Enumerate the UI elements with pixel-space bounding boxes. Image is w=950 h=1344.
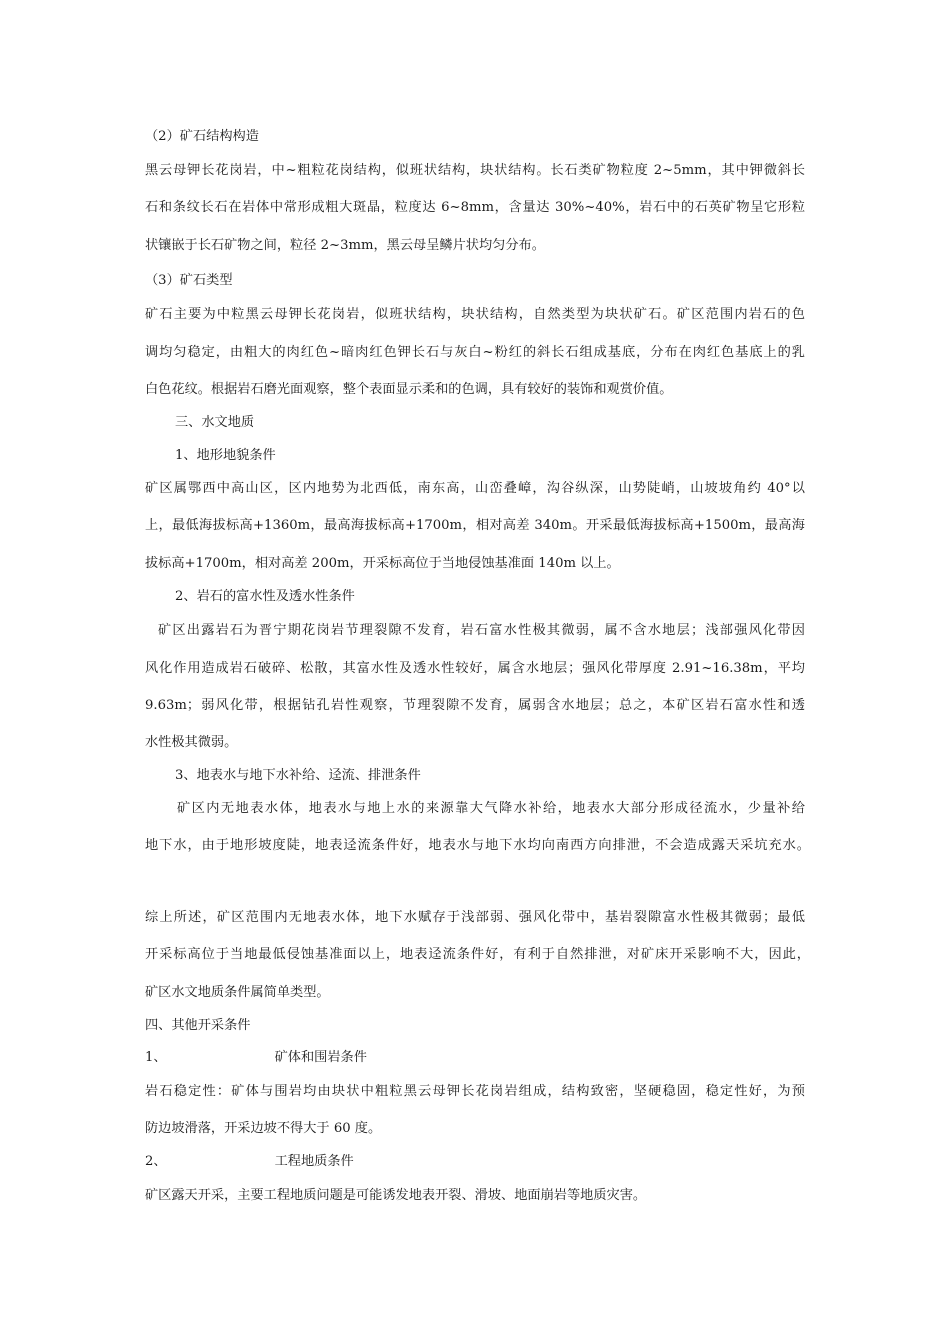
section-heading-other-conditions: 四、其他开采条件 [145,1018,251,1033]
paragraph-line: 水性极其微弱。 [145,735,238,750]
paragraph-line: 黑云母钾长花岗岩，中~粗粒花岗结构，似班状结构，块状结构。长石类矿物粒度 2~5mm，其中钾微斜长 [145,163,805,178]
paragraph-line: 风化作用造成岩石破碎、松散，其富水性及透水性较好，属含水地层；强风化带厚度 2.91~16.38m，平均 [145,661,805,676]
paragraph-line: 地下水，由于地形坡度陡，地表迳流条件好，地表水与地下水均向南西方向排泄，不会造成露天采坑充水。 [145,838,810,853]
paragraph-line: 综上所述，矿区范围内无地表水体，地下水赋存于浅部弱、强风化带中，基岩裂隙富水性极其微弱；最低 [145,910,805,925]
paragraph-line: 调均匀稳定，由粗大的肉红色~暗肉红色钾长石与灰白~粉红的斜长石组成基底，分布在肉红色基底上的乳 [145,345,805,360]
subsection-heading-water-bearing: 2、岩石的富水性及透水性条件 [175,589,355,604]
paragraph-line: 矿区属鄂西中高山区，区内地势为北西低，南东高，山峦叠嶂，沟谷纵深，山势陡峭，山坡坡角约 40°以 [145,481,805,496]
heading-number: 1、 [145,1050,167,1065]
paragraph-line: 矿区出露岩石为晋宁期花岗岩节理裂隙不发育，岩石富水性极其微弱，属不含水地层；浅部强风化带因 [158,623,805,638]
paragraph-line: 9.63m；弱风化带，根据钻孔岩性观察，节理裂隙不发育，属弱含水地层；总之，本矿区岩石富水性和透 [145,698,805,713]
paragraph-line: 状镶嵌于长石矿物之间，粒径 2~3mm，黑云母呈鳞片状均匀分布。 [145,238,545,253]
paragraph-line: 矿区露天开采，主要工程地质问题是可能诱发地表开裂、滑坡、地面崩岩等地质灾害。 [145,1188,647,1203]
subsection-heading-terrain: 1、地形地貌条件 [175,448,276,463]
paragraph-line: 白色花纹。根据岩石磨光面观察，整个表面显示柔和的色调，具有较好的装饰和观赏价值。 [145,382,673,397]
paragraph-line: 防边坡滑落，开采边坡不得大于 60 度。 [145,1121,382,1136]
heading-title: 工程地质条件 [274,1154,354,1169]
paragraph-line: 岩石稳定性：矿体与围岩均由块状中粗粒黑云母钾长花岗岩组成，结构致密，坚硬稳固，稳定性好，为预 [145,1084,805,1099]
heading-title: 矿体和围岩条件 [274,1050,367,1065]
numbered-heading-1 [145,1050,367,1066]
heading-number: 2、 [145,1154,167,1169]
paragraph-line: 石和条纹长石在岩体中常形成粗大斑晶，粒度达 6~8mm，含量达 30%~40%，岩石中的石英矿物呈它形粒 [145,200,805,215]
paragraph-line: 拔标高+1700m，相对高差 200m，开采标高位于当地侵蚀基准面 140m 以上。 [145,556,620,571]
paragraph-line: 上，最低海拔标高+1360m，最高海拔标高+1700m，相对高差 340m。开采最低海拔标高+1500m，最高海 [145,518,805,533]
section-heading-hydrogeology: 三、水文地质 [175,415,255,430]
paragraph-line: 矿区水文地质条件属简单类型。 [145,985,330,1000]
paragraph-line: 开采标高位于当地最低侵蚀基准面以上，地表迳流条件好，有利于自然排泄，对矿床开采影响不大，因此， [145,947,810,962]
paragraph-line: 矿区内无地表水体，地表水与地上水的来源靠大气降水补给，地表水大部分形成径流水，少量补给 [177,801,805,816]
section-heading-ore-structure: （2）矿石结构构造 [145,129,259,144]
paragraph-line: 矿石主要为中粒黑云母钾长花岗岩，似班状结构，块状结构，自然类型为块状矿石。矿区范围内岩石的色 [145,307,805,322]
subsection-heading-recharge: 3、地表水与地下水补给、迳流、排泄条件 [175,768,421,783]
section-heading-ore-type: （3）矿石类型 [145,273,233,288]
numbered-heading-2 [145,1154,354,1170]
